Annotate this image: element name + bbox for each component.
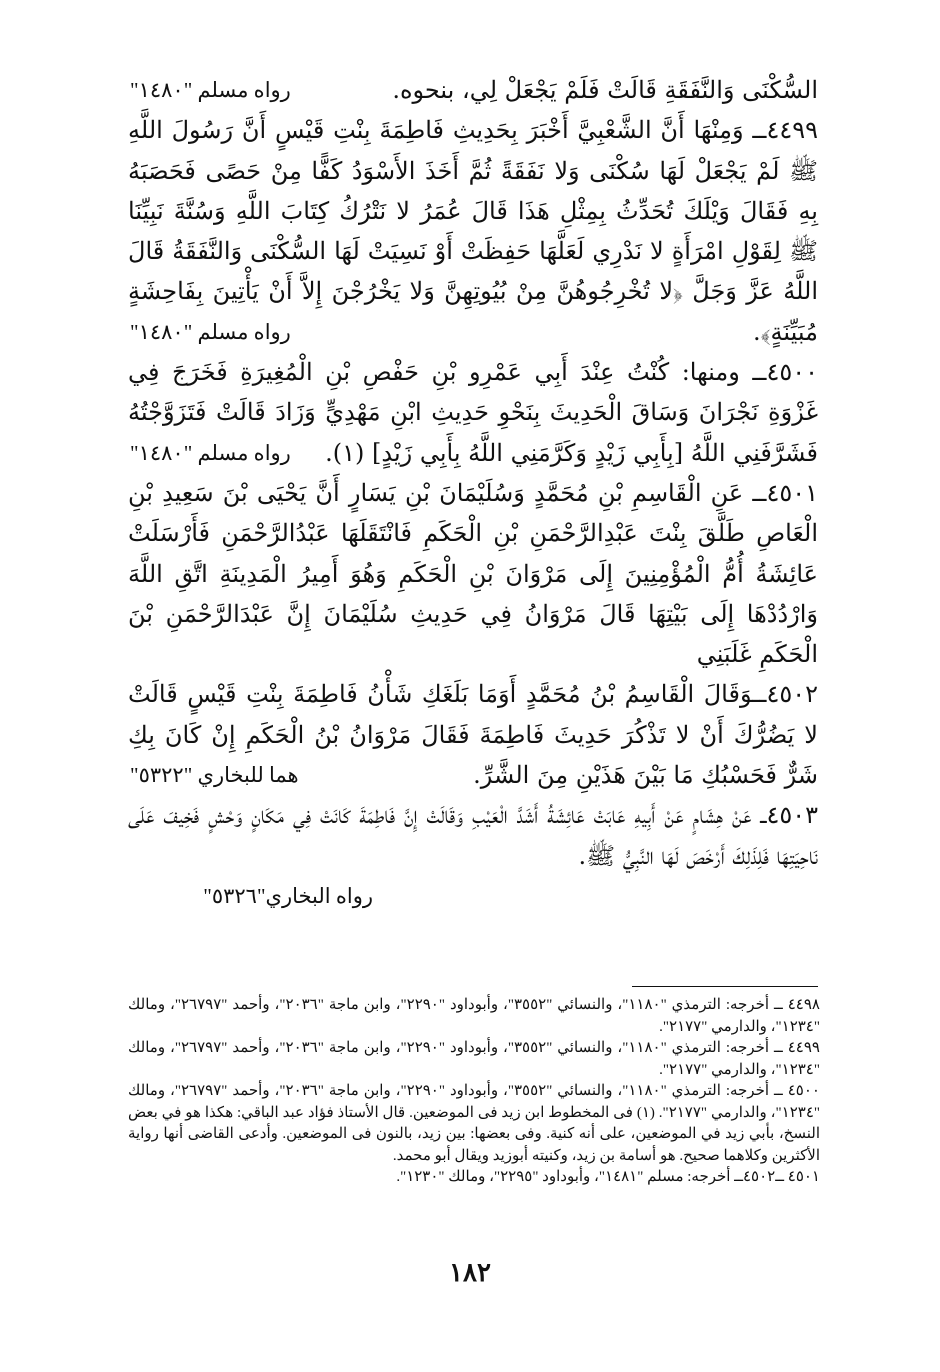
footnote-4499: ٤٤٩٩ ــ أخرجه: الترمذي "١١٨٠"، والنسائي "٣٥٥٢"، وأبوداود "٢٢٩٠"، وابن ماجة "٢٠٣٦"، وأحمد "٢٦٧٩٧"، ومالك "١٢٣٤"، والدارمي "٢١٧٧". [128,1040,820,1078]
hadith-text: ٤٥٠١ــ عَنِ الْقَاسِمِ بْنِ مُحَمَّدٍ وَسُلَيْمَانَ بْنِ يَسَارٍ أَنَّ يَحْيَى بْنَ سَعِيدِ بْنِ الْعَاصِ طَلَّقَ بِنْتَ عَبْدِالرَّحْمَنِ بْنِ الْحَكَمِ فَانْتَقَلَهَا عَبْدُالرَّحْمَنِ فَأَرْسَلَتْ عَائِشَةُ أُمُّ الْمُؤْمِنِينَ إِلَى مَرْوَانَ بْنِ الْحَكَمِ وَهُوَ أَمِيرُ الْمَدِينَةِ اتَّقِ اللَّهَ وَارْدُدْهَا إِلَى بَيْتِهَا قَالَ مَرْوَانُ فِي حَدِيثِ سُلَيْمَانَ إِنَّ عَبْدَالرَّحْمَنِ بْنَ الْحَكَمِ غَلَبَنِي [128,478,819,669]
footnote-divider [632,986,818,987]
hadith-text: السُّكْنَى وَالنَّفَقَةِ قَالَتْ فَلَمْ يَجْعَلْ لِي، بنحوه. [392,76,818,104]
hadith-source-label: رواه البخاري"٥٣٢٦" [203,883,373,908]
hadith-4503 [128,795,818,876]
hadith-4502 [128,674,818,795]
hadith-4498-tail [128,70,818,110]
hadith-source-label: هما للبخاري "٥٣٢٢" [130,763,299,788]
hadith-4501 [128,473,818,674]
page-number: ١٨٢ [449,1258,491,1287]
hadith-text: ٤٥٠٠ــ ومنها: كُنْتُ عِنْدَ أَبِي عَمْرِو بْنِ حَفْصِ بْنِ الْمُغِيرَةِ فَخَرَجَ فِي غَزْوَةِ نَجْرَانَ وَسَاقَ الْحَدِيثَ بِنَحْوِ حَدِيثِ ابْنِ مَهْدِيٍّ وَزَادَ قَالَتْ فَتَزَوَّجْتُهُ فَشَرَّفَنِي اللَّهُ [بِأَبِي زَيْدٍ وَكَرَّمَنِي اللَّهُ بِأَبِي زَيْدٍ] (١). [128,358,818,467]
hadith-source-label: رواه مسلم "١٤٨٠" [130,319,291,344]
hadith-source-label: رواه مسلم "١٤٨٠" [130,78,291,102]
hadith-4499 [128,110,818,352]
footnotes [128,995,820,1189]
hadith-text: ٤٥٠٢ــوَقَالَ الْقَاسِمُ بْنُ مُحَمَّدٍ أَوَمَا بَلَغَكِ شَأْنُ فَاطِمَةَ بِنْتِ قَيْسٍ قَالَتْ لا يَضُرُّكَ أَنْ لا تَذْكُرَ حَدِيثَ فَاطِمَةَ فَقَالَ مَرْوَانُ بْنُ الْحَكَمِ إِنْ كَانَ بِكِ شَرٌّ فَحَسْبُكِ مَا بَيْنَ هَذَيْنِ مِنَ الشَّرِّ. [128,680,818,790]
hadith-text: ٤٤٩٩ــ وَمِنْهَا أَنَّ الشَّعْبِيَّ أَخْبَرَ بِحَدِيثِ فَاطِمَةَ بِنْتِ قَيْسٍ أَنَّ رَسُولَ اللَّهِ ﷺ لَمْ يَجْعَلْ لَهَا سُكْنَى وَلا نَفَقَةً ثُمَّ أَخَذَ الأَسْوَدُ كَفًّا مِنْ حَصًى فَحَصَبَهُ بِهِ فَقَالَ وَيْلَكَ تُحَدِّثُ بِمِثْلِ هَذَا قَالَ عُمَرُ لا نَتْرُكُ كِتَابَ اللَّهِ وَسُنَّةَ نَبِيِّنَا ﷺ لِقَوْلِ امْرَأَةٍ لا نَدْرِي لَعَلَّهَا حَفِظَتْ أَوْ نَسِيَتْ لَهَا السُّكْنَى وَالنَّفَقَةُ قَالَ اللَّهُ عَزَّ وَجَلَّ ﴿لا تُخْرِجُوهُنَّ مِنْ بُيُوتِهِنَّ وَلا يَخْرُجْنَ إِلاَّ أَنْ يَأْتِينَ بِفَاحِشَةٍ مُبَيِّنَةٍ﴾. [128,116,818,346]
hadith-source-label: رواه مسلم "١٤٨٠" [130,440,291,465]
footnote-4500: ٤٥٠٠ ــ أخرجه: الترمذي "١١٨٠"، والنسائي "٣٥٥٢"، وأبوداود "٢٢٩٠"، وابن ماجة "٢٠٣٦"، وأحمد "٢٦٧٩٧"، ومالك "١٢٣٤"، والدارمي "٢١٧٧". (١) فى المخطوط ابن زيد فى الموضعين. قال الأستاذ فؤاد عبد الباقي: هكذا هو في بعض النسخ، بأبي زيد في الموضعين، على أنه كنية. وفى بعضها: بين زيد، بالنون فى الموضعين. وأدعى القاضى أنها رواية الأكثرين وكلاهما صحيح. هو أسامة بن زيد، وكنيته أبوزيد ويقال أبو محمد. [128,1083,821,1164]
hadith-text: ٤٥٠٣ــ عَنْ هِشَامٍ عَنْ أَبِيهِ عَابَتْ عَائِشَةُ أَشَدَّ الْعَيْبِ وَقَالَتْ إِنَّ فَاطِمَةَ كَانَتْ فِي مَكَانٍ وَحْشٍ فَخِيفَ عَلَى نَاحِيَتِهَا فَلِذَلِكَ أَرْخَصَ لَهَا النَّبِيُّ ﷺ. [128,801,818,870]
footnote-4498: ٤٤٩٨ ــ أخرجه: الترمذي "١١٨٠"، والنسائي "٣٥٥٢"، وأبوداود "٢٢٩٠"، وابن ماجة "٢٠٣٦"، وأحمد "٢٦٧٩٧"، ومالك "١٢٣٤"، والدارمي "٢١٧٧". [128,997,820,1035]
hadith-4500 [128,352,818,473]
hadith-text-block [128,70,818,916]
footnote-4501-4502: ٤٥٠١ ــ٤٥٠٢ــ أخرجه: مسلم "١٤٨١"، وأبوداود "٢٢٩٥"، ومالك "١٢٣٠". [396,1169,820,1185]
